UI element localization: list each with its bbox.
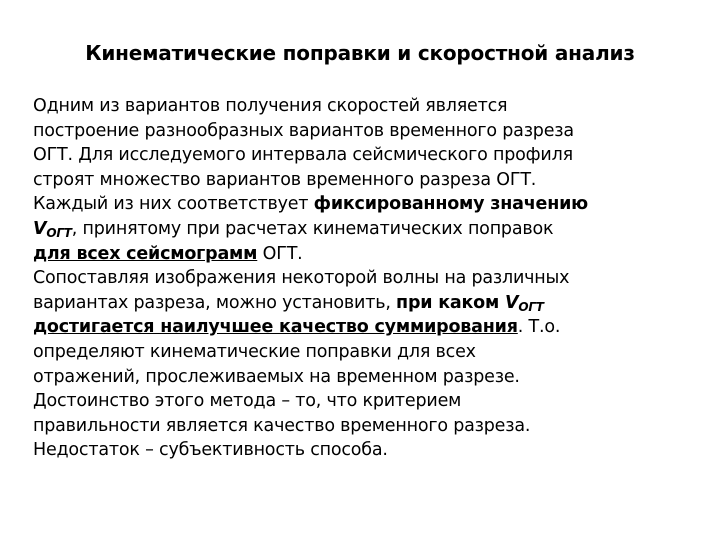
- paragraph-line: построение разнообразных вариантов временного разреза: [33, 120, 574, 141]
- paragraph-line: [33, 291, 681, 316]
- text-run: Каждый из них соответствует: [33, 194, 314, 215]
- velocity-symbol: V: [33, 218, 47, 239]
- paragraph-line: Недостаток – субъективность способа.: [33, 440, 388, 461]
- paragraph-line: ОГТ. Для исследуемого интервала сейсмического профиля: [33, 145, 573, 166]
- bold-underlined-text: для всех сейсмограмм: [33, 243, 258, 264]
- velocity-subscript: ОГТ: [46, 225, 72, 240]
- paragraph-line: [33, 217, 681, 242]
- paragraph-line: Сопоставляя изображения некоторой волны на различных: [33, 268, 570, 289]
- velocity-subscript: ОГТ: [518, 299, 544, 314]
- paragraph-line: определяют кинематические поправки для всех: [33, 341, 476, 362]
- text-run: , принятому при расчетах кинематических поправок: [71, 218, 554, 239]
- paragraph-line: [33, 315, 681, 340]
- paragraph-line: Достоинство этого метода – то, что критерием: [33, 391, 462, 412]
- slide-body: [33, 94, 681, 463]
- paragraph-line: [33, 192, 681, 217]
- paragraph-line: [33, 242, 681, 267]
- paragraph-line: Одним из вариантов получения скоростей является: [33, 96, 508, 116]
- paragraph-line: правильности является качество временного разреза.: [33, 415, 531, 436]
- bold-underlined-text: достигается наилучшее качество суммирования: [33, 317, 518, 338]
- paragraph-line: отражений, прослеживаемых на временном разрезе.: [33, 366, 520, 387]
- bold-text: фиксированному значению: [313, 194, 588, 215]
- paragraph-line: строят множество вариантов временного разреза ОГТ.: [33, 169, 537, 190]
- text-run: вариантах разреза, можно установить,: [33, 292, 397, 313]
- paragraph-1: [33, 94, 681, 266]
- bold-text: при каком: [396, 292, 506, 313]
- text-run: ОГТ.: [257, 243, 303, 264]
- velocity-symbol: V: [505, 292, 519, 313]
- text-run: . Т.о.: [517, 317, 561, 338]
- slide-title: Кинематические поправки и скоростной анализ: [85, 41, 635, 65]
- paragraph-2: [33, 266, 681, 463]
